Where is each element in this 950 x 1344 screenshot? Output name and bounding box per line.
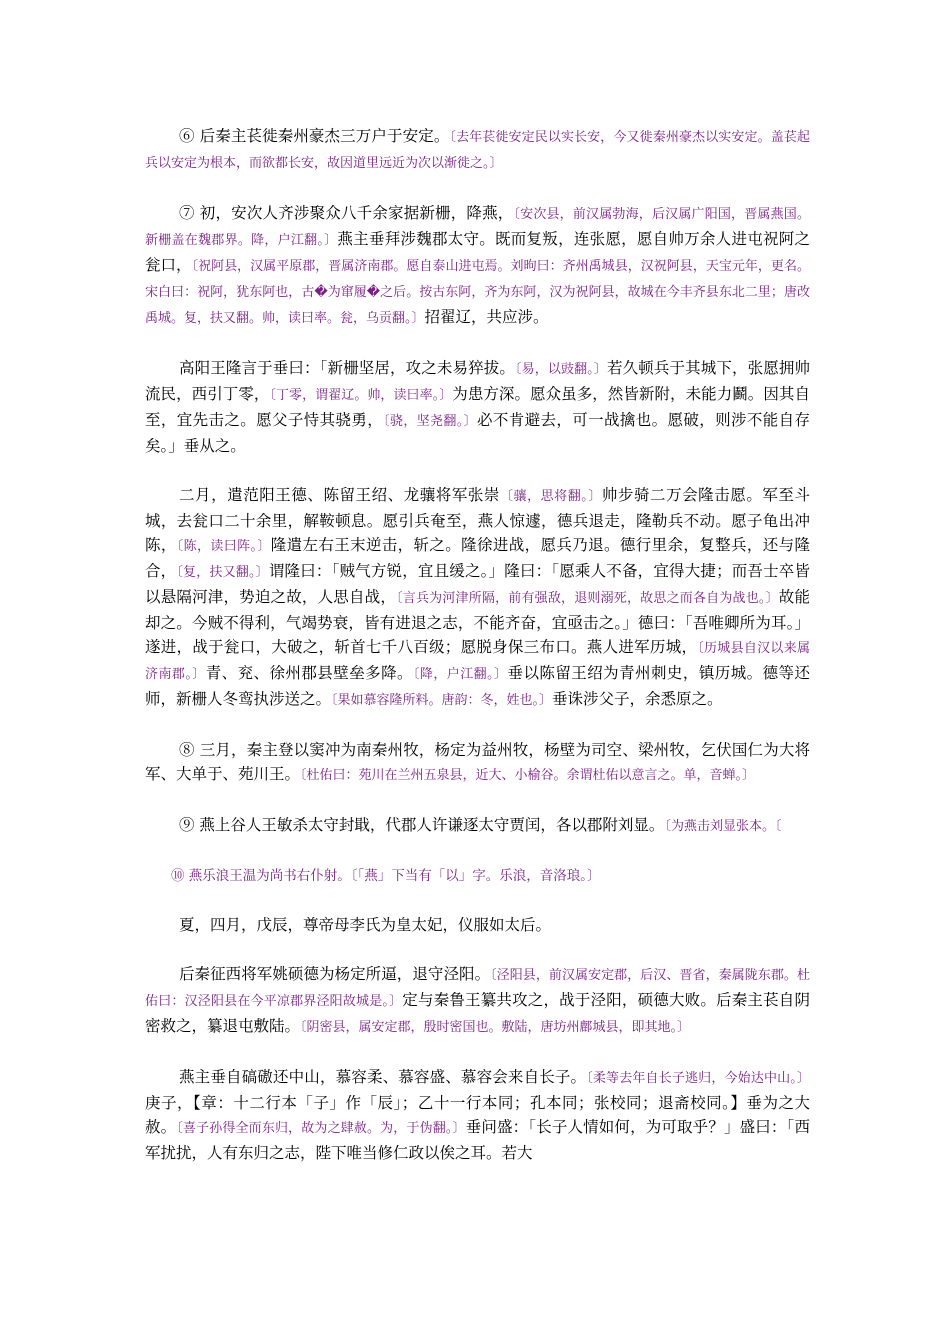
paragraph-10 bbox=[145, 864, 810, 888]
main-text: 垂诛涉父子，余悉原之。 bbox=[552, 690, 723, 708]
main-text: ⑩ 燕乐浪王温为尚书右仆射。〔「燕」下当有「以」字。乐浪，音洛琅。〕 bbox=[171, 868, 601, 884]
main-text: 定与秦鲁王纂共攻之，战于泾阳，硕德大败。后秦主苌自阴密救之，纂退屯敷陆。 bbox=[145, 991, 810, 1035]
main-text: 若久顿兵于其城下，张愿拥帅流民，西引丁零， bbox=[145, 359, 810, 403]
paragraph-yanzhu bbox=[145, 1065, 810, 1165]
annotation: 〔复，扶又翻。〕 bbox=[176, 565, 269, 580]
main-text: 青、兖、徐州郡县壁垒多降。 bbox=[205, 664, 413, 682]
main-text: 谓隆曰：「贼气方锐，宜且缓之。」隆曰：「愿乘人不备，宜得大捷；而吾士卒皆以悬隔河津，势迫之故，人思自战， bbox=[145, 562, 810, 606]
main-text: 故能却之。今贼不得利，气竭势衰，皆有进退之志，不能齐奋，宜亟击之。」德曰：「吾唯卿所为耳。」遂进，战于瓮口，大破之，斩首七千八百级；愿脱身保三布口。燕人进军历城， bbox=[145, 588, 810, 656]
main-text: 隆遣左右王末逆击，斩之。隆徐进战，愿兵乃退。德行里余，复整兵，还与隆合， bbox=[145, 536, 810, 580]
annotation: 〔骧，思将翻。〕 bbox=[499, 489, 602, 504]
annotation: 〔降，户江翻。〕 bbox=[412, 667, 508, 682]
main-text: 夏，四月，戊辰，尊帝母李氏为皇太妃，仪服如太后。 bbox=[179, 916, 552, 934]
paragraph-gaoyang bbox=[145, 356, 810, 458]
annotation: 〔易，以豉翻。〕 bbox=[514, 362, 607, 377]
main-text: 庚子，【章：十二行本「子」作「辰」；乙十一行本同；孔本同；张校同；退斋校同。】垂为之大赦。 bbox=[145, 1094, 810, 1136]
main-text: ⑧ 三月，秦主登以窦冲为南秦州牧，杨定为益州牧，杨壁为司空、梁州牧，乞伏国仁为大将军、大单于、苑川王。 bbox=[145, 741, 810, 783]
main-text: ⑨ 燕上谷人王敏杀太守封戢，代郡人许谦逐太守贾闰，各以郡附刘显。 bbox=[179, 816, 665, 834]
paragraph-9 bbox=[145, 813, 810, 839]
main-text: 高阳王隆言于垂曰：「新栅坚居，攻之未易猝拔。 bbox=[179, 359, 515, 377]
annotation: 〔历城县自汉以来属济南郡。〕 bbox=[145, 641, 810, 682]
annotation: 〔果如慕容隆所料。唐韵：冬，姓也。〕 bbox=[331, 693, 553, 708]
main-text: 垂以陈留王绍为青州刺史，镇历城。德等还师，新栅人冬鸾执涉送之。 bbox=[145, 664, 810, 708]
annotation: 〔杜佑曰：苑川在兰州五泉县，近大、小榆谷。余谓杜佑以意言之。单，音蝉。〕 bbox=[300, 768, 756, 783]
annotation: 〔祝阿县，汉属平原郡，晋属济南郡。愿自泰山进屯焉。刘昫曰：齐州禹城县，汉祝阿县，天宝元年，更名。宋白曰：祝阿，犹东阿也，古�为窜履�之后。按古东阿，齐为东阿，汉为祝阿县，故城在今丰齐县东北二里；唐改禹城。复，扶又翻。帅，读曰率。瓮，乌贡翻。〕 bbox=[145, 259, 810, 326]
annotation: 〔阴密县，属安定郡，殷时密国也。敷陆，唐坊州鄜城县，即其地。〕 bbox=[300, 1020, 691, 1035]
main-text: 二月，遣范阳王德、陈留王绍、龙骧将军张崇 bbox=[179, 486, 500, 504]
main-text: 招翟辽，共应涉。 bbox=[424, 308, 549, 326]
annotation: 〔骁，坚尧翻。〕 bbox=[383, 414, 478, 429]
annotation: 〔陈，读曰阵。〕 bbox=[176, 539, 271, 554]
annotation: 〔丁零，谓翟辽。帅，读曰率。〕 bbox=[269, 388, 453, 403]
paragraph-8 bbox=[145, 738, 810, 788]
annotation: 〔为燕击刘显张本。〔 bbox=[664, 819, 782, 834]
main-text: 后秦征西将军姚硕德为杨定所逼，退守泾阳。 bbox=[179, 965, 491, 983]
main-text: 为患方深。愿众虽多，然皆新附，未能力鬬。因其自至，宜先击之。愿父子恃其骁勇， bbox=[145, 385, 810, 429]
main-text: 帅步骑二万会隆击愿。军至斗城，去瓮口二十余里，解鞍顿息。愿引兵奄至，燕人惊遽，德兵退走，隆勒兵不动。愿子龟出冲陈， bbox=[145, 486, 810, 554]
paragraph-summer bbox=[145, 913, 810, 937]
paragraph-feb bbox=[145, 483, 810, 713]
annotation: 〔去年苌徙安定民以实长安，今又徙秦州豪杰以实安定。盖苌起兵以安定为根本，而欲都长安，故因道里远近为次以渐徙之。〕 bbox=[145, 130, 810, 171]
annotation: 〔安次县，前汉属勃海，后汉属广阳国，晋属燕国。新栅盖在魏郡界。降，户江翻。〕 bbox=[145, 207, 810, 248]
main-text: 垂问盛：「长子人情如何，为可取乎？」盛曰：「西军扰扰，人有东归之志，陛下唯当修仁政以俟之耳。若大 bbox=[145, 1118, 810, 1162]
annotation: 〔言兵为河津所隔，前有强敌，退则溺死，故思之而各自为战也。〕 bbox=[396, 591, 779, 606]
main-text: 燕主垂自碻磝还中山，慕容柔、慕容盛、慕容会来自长子。 bbox=[179, 1068, 587, 1086]
main-text: 必不肯避去，可一战擒也。愿破，则涉不能自存矣。」垂从之。 bbox=[145, 411, 810, 455]
document-page bbox=[145, 124, 810, 1190]
paragraph-houqin bbox=[145, 962, 810, 1040]
paragraph-7 bbox=[145, 201, 810, 331]
main-text: ⑥ 后秦主苌徙秦州豪杰三万户于安定。 bbox=[179, 127, 450, 145]
main-text: 燕主垂拜涉魏郡太守。既而复叛，连张愿，愿自帅万余人进屯祝阿之瓮口， bbox=[145, 230, 810, 274]
paragraph-6 bbox=[145, 124, 810, 176]
annotation: 〔泾阳县，前汉属安定郡，后汉、晋省，秦属陇东郡。杜佑曰：汉泾阳县在今平凉郡界泾阳故城是。〕 bbox=[145, 968, 810, 1009]
main-text: ⑦ 初，安次人齐涉聚众八千余家据新栅，降燕， bbox=[179, 204, 514, 222]
annotation: 〔柔等去年自长子逃归，今始达中山。〕 bbox=[586, 1071, 810, 1086]
annotation: 〔喜子孙得全而东归，故为之肆赦。为，于伪翻。〕 bbox=[176, 1121, 466, 1136]
